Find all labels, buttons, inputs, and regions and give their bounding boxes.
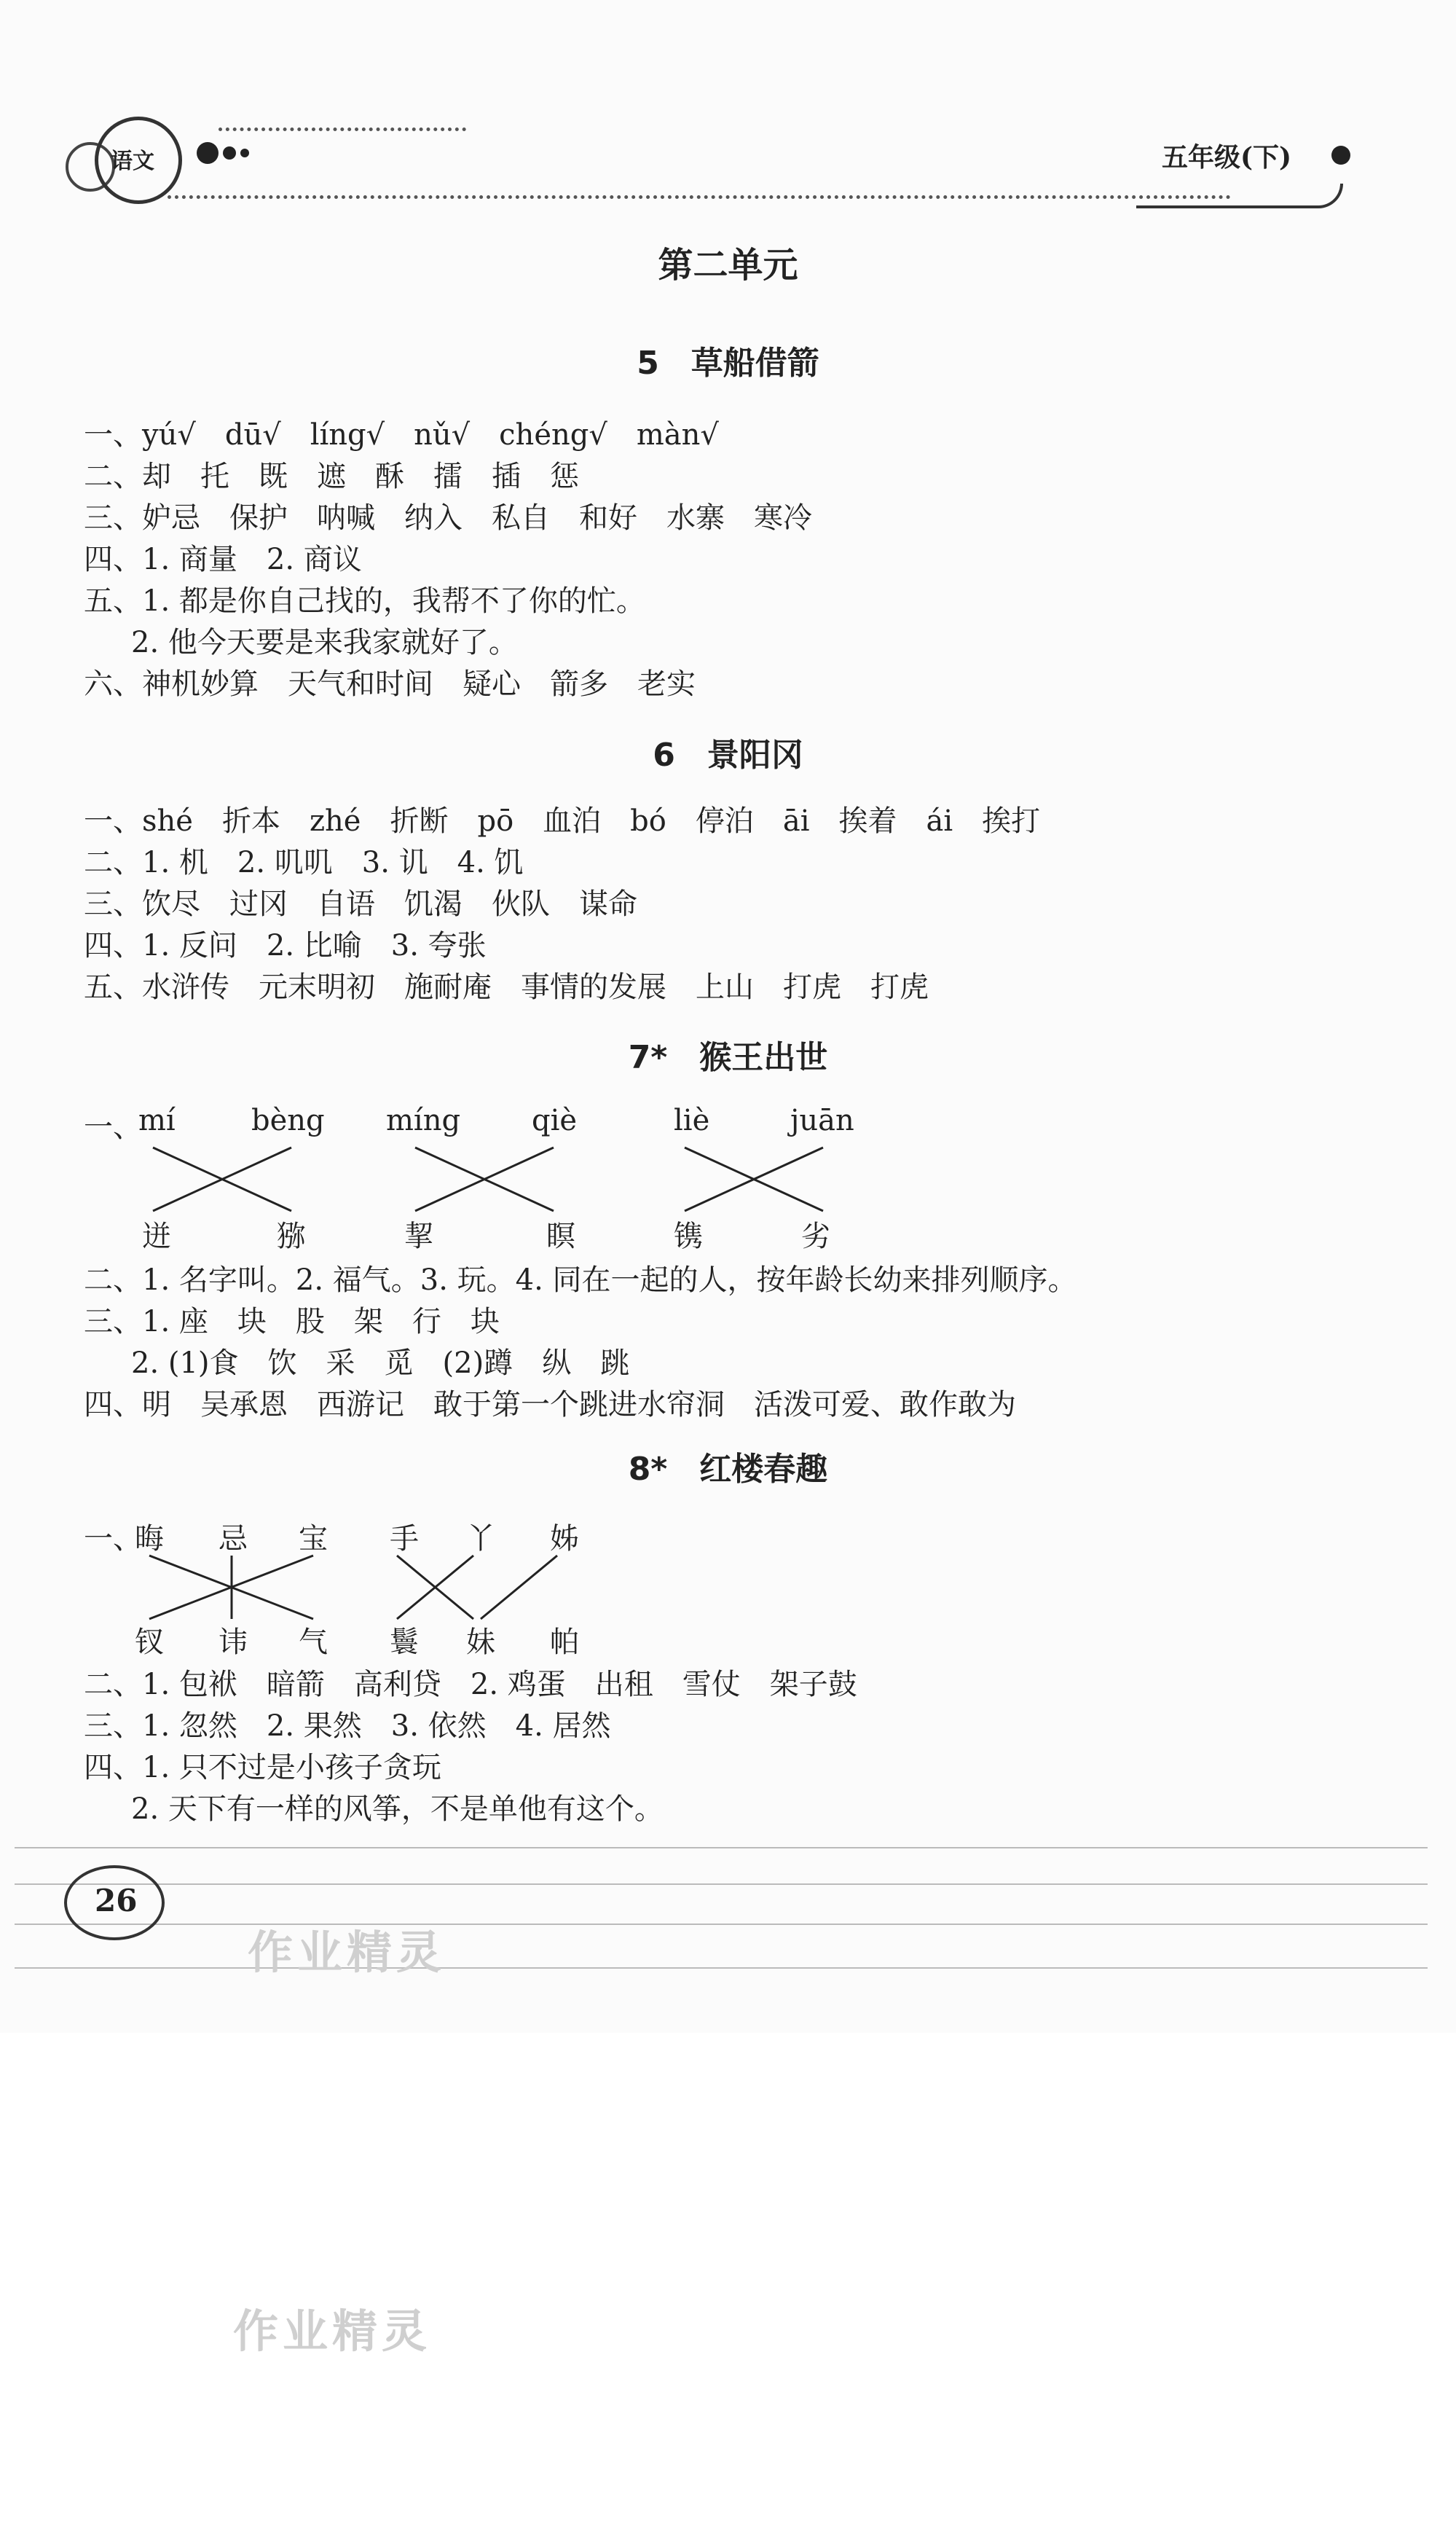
- lesson-heading: 8* 红楼春趣: [628, 1451, 828, 1488]
- answer-line: 二、1. 机 2. 叽叽 3. 讥 4. 饥: [84, 846, 524, 879]
- answer-line: 一、shé 折本 zhé 折断 pō 血泊 bó 停泊 āi 挨着 ái 挨打: [84, 804, 1041, 838]
- match-top-item: juān: [790, 1104, 854, 1137]
- answer-line: 五、1. 都是你自己找的，我帮不了你的忙。: [84, 584, 645, 618]
- answer-line: 三、妒忌 保护 呐喊 纳入 私自 和好 水寨 寒冷: [84, 501, 812, 535]
- page-number-badge: [64, 1865, 166, 1938]
- watermark: 作业精灵: [233, 2305, 432, 2358]
- answer-line: 四、明 吴承恩 西游记 敢于第一个跳进水帘洞 活泼可爱、敢作敢为: [84, 1388, 1016, 1422]
- match-bottom-item: 钗: [135, 1626, 164, 1659]
- match-bottom-item: 挈: [404, 1220, 433, 1253]
- match-top-item: 手: [390, 1522, 419, 1556]
- answer-line: 四、1. 反问 2. 比喻 3. 夸张: [84, 929, 487, 962]
- grade-dot-icon: [1331, 146, 1350, 165]
- match-top-item: 忌: [219, 1522, 248, 1556]
- match-lines: [146, 1144, 874, 1217]
- answer-line: 2. 天下有一样的风筝，不是单他有这个。: [131, 1792, 664, 1826]
- answer-line: 五、水浒传 元末明初 施耐庵 事情的发展 上山 打虎 打虎: [84, 971, 929, 1004]
- match-top-item: 晦: [135, 1522, 164, 1556]
- unit-title: 第二单元: [658, 245, 798, 286]
- match-top-item: bèng: [251, 1104, 325, 1137]
- lesson-heading: 6 景阳冈: [653, 737, 803, 774]
- answer-line: 2. (1)食 饮 采 觅 (2)蹲 纵 跳: [131, 1346, 630, 1380]
- subject-label: 语文: [111, 149, 154, 174]
- match-top-item: mí: [138, 1104, 176, 1137]
- lesson-heading: 5 草船借箭: [637, 345, 819, 382]
- page-number: 26: [95, 1883, 138, 1918]
- watermark: 作业精灵: [248, 1926, 446, 1979]
- answer-line: 二、1. 名字叫。2. 福气。3. 玩。4. 同在一起的人，按年龄长幼来排列顺序。: [84, 1263, 1077, 1297]
- header-dots-icon: [197, 142, 253, 164]
- grade-underline: [1136, 184, 1343, 208]
- answer-line: 三、饮尽 过冈 自语 饥渴 伙队 谋命: [84, 887, 637, 921]
- header-dotted-rule: [168, 195, 1231, 199]
- match-bottom-item: 鬟: [390, 1626, 419, 1659]
- match-bottom-item: 迸: [142, 1220, 171, 1253]
- match-bottom-item: 猕: [277, 1220, 306, 1253]
- match-bottom-item: 镌: [674, 1220, 703, 1253]
- subject-badge: [66, 109, 182, 197]
- match-bottom-item: 讳: [219, 1626, 248, 1659]
- match-bottom-item: 劣: [801, 1220, 830, 1253]
- lesson-heading: 7* 猴王出世: [628, 1039, 828, 1076]
- match-bottom-item: 帕: [550, 1626, 579, 1659]
- answer-line: 一、yú√ dū√ líng√ nǔ√ chéng√ màn√: [84, 418, 719, 452]
- match-top-item: 姊: [550, 1522, 579, 1556]
- match-lines: [138, 1552, 590, 1625]
- answer-line: 四、1. 只不过是小孩子贪玩: [84, 1751, 441, 1784]
- match-prefix: 一、: [84, 1110, 142, 1144]
- match-bottom-item: 瞑: [546, 1220, 575, 1253]
- answer-line: 三、1. 座 块 股 架 行 块: [84, 1305, 500, 1338]
- grade-label: 五年级(下): [1162, 142, 1292, 173]
- answer-line: 四、1. 商量 2. 商议: [84, 543, 362, 576]
- answer-line: 六、神机妙算 天气和时间 疑心 箭多 老实: [84, 667, 696, 701]
- match-bottom-item: 妹: [466, 1626, 495, 1659]
- match-prefix: 一、: [84, 1522, 142, 1556]
- header-dotted-line: [219, 128, 466, 131]
- match-top-item: qiè: [532, 1104, 578, 1137]
- match-top-item: liè: [674, 1104, 710, 1137]
- answer-line: 2. 他今天要是来我家就好了。: [131, 626, 518, 659]
- answer-line: 二、1. 包袱 暗箭 高利贷 2. 鸡蛋 出租 雪仗 架子鼓: [84, 1668, 857, 1701]
- answer-line: 三、1. 忽然 2. 果然 3. 依然 4. 居然: [84, 1709, 611, 1743]
- answer-line: 二、却 托 既 遮 酥 擂 插 惩: [84, 460, 579, 493]
- match-top-item: míng: [386, 1104, 461, 1137]
- match-bottom-item: 气: [299, 1626, 328, 1659]
- match-top-item: 宝: [299, 1522, 328, 1556]
- match-top-item: 丫: [466, 1522, 495, 1556]
